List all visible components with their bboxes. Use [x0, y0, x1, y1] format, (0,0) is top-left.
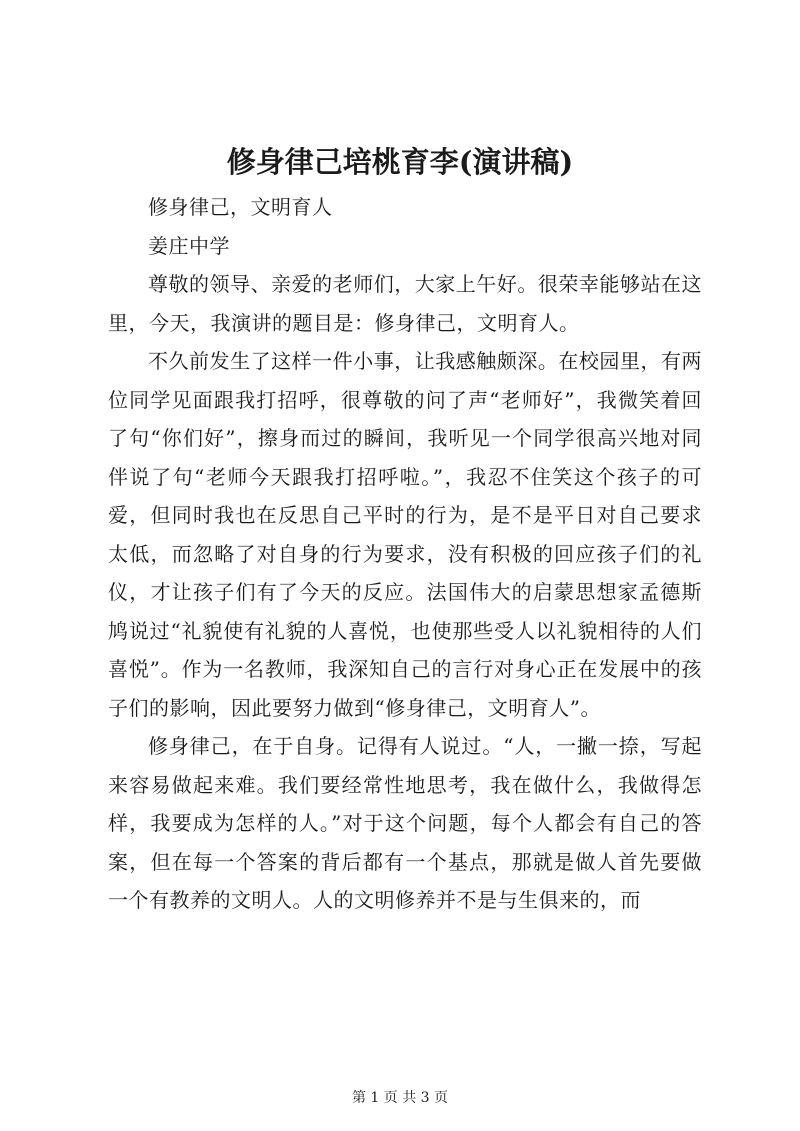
school-name-paragraph: 姜庄中学 [148, 233, 230, 258]
body-paragraph: 尊敬的领导、亲爱的老师们，大家上午好。很荣幸能够站在这里，今天，我演讲的题目是：修身律己，文明育人。 [108, 272, 702, 335]
body-paragraph: 不久前发生了这样一件小事，让我感触颇深。在校园里，有两位同学见面跟我打招呼，很尊敬的问了声“老师好”，我微笑着回了句“你们好”，擦身而过的瞬间，我听见一个同学很高兴地对同伴说了句“老师今天跟我打招呼啦。”，我忍不住笑这个孩子的可爱，但同时我也在反思自己平时的行为，是不是平日对自己要求太低，而忽略了对自身的行为要求，没有积极的回应孩子们的礼仪，才让孩子们有了今天的反应。法国伟大的启蒙思想家孟德斯鸠说过“礼貌使有礼貌的人喜悦，也使那些受人以礼貌相待的人们喜悦”。作为一名教师，我深知自己的言行对身心正在发展中的孩子们的影响，因此要努力做到“修身律己，文明育人”。 [108, 349, 702, 720]
document-title: 修身律己培桃育李(演讲稿) [226, 145, 574, 179]
subtitle-paragraph: 修身律己，文明育人 [148, 195, 333, 219]
body-paragraph: 修身律己，在于自身。记得有人说过。“人，一撇一捺，写起来容易做起来难。我们要经常性地思考，我在做什么，我做得怎样，我要成为怎样的人。”对于这个问题，每个人都会有自己的答案，但在每一个答案的背后都有一个基点，那就是做人首先要做一个有教养的文明人。人的文明修养并不是与生俱来的，而 [108, 734, 702, 912]
document-body [108, 188, 702, 920]
page-footer: 第 1 页 共 3 页 [351, 1090, 449, 1106]
